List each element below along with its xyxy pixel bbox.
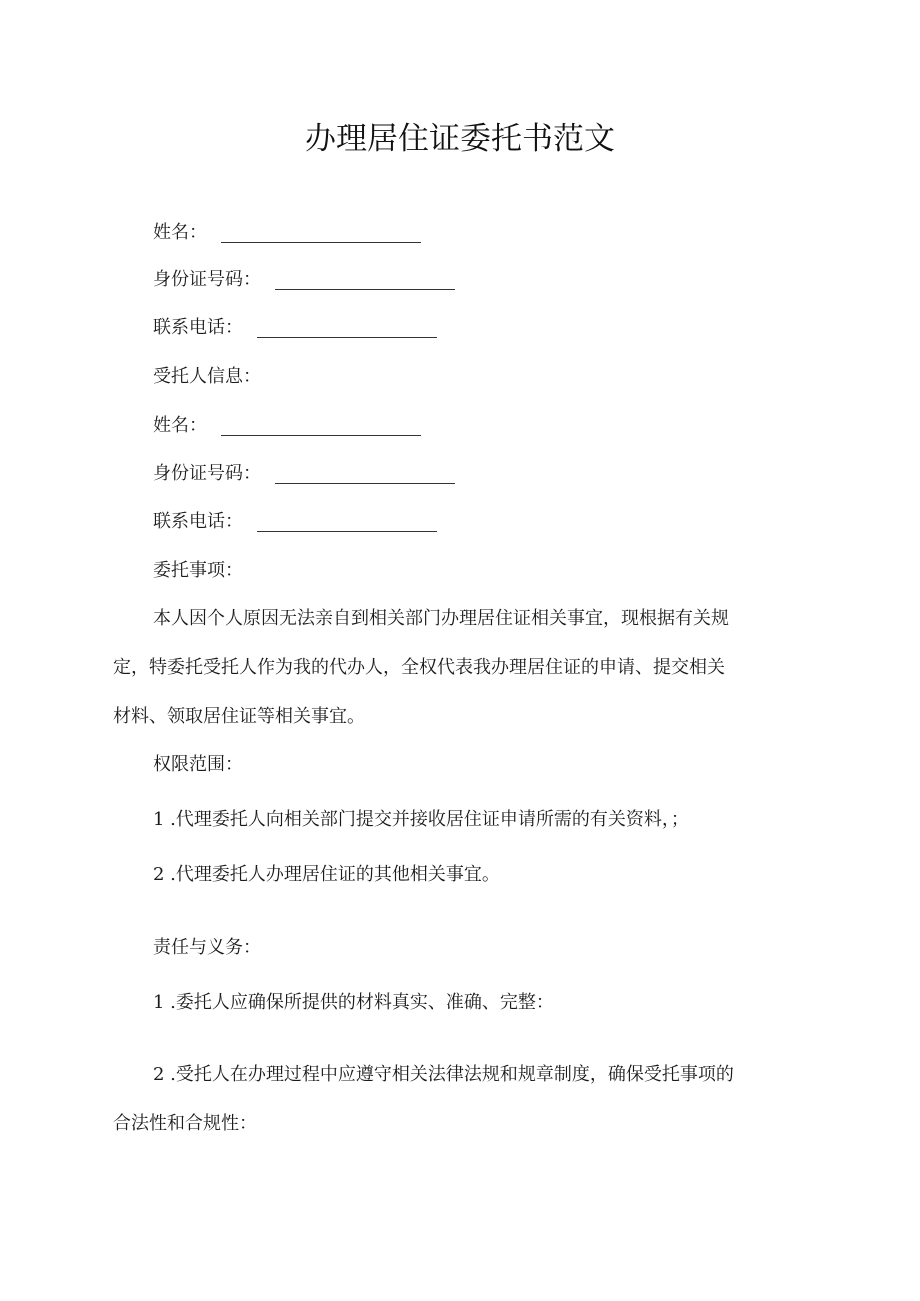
- matters-text-line2: 定，特委托受托人作为我的代办人，全权代表我办理居住证的申请、提交相关: [113, 657, 725, 678]
- duty-heading: 责任与义务：: [153, 937, 261, 958]
- principal-phone-label: 联系电话：: [153, 317, 243, 338]
- principal-name-blank[interactable]: [221, 222, 421, 243]
- principal-phone-blank[interactable]: [257, 317, 437, 338]
- duty-item-1: 1 .委托人应确保所提供的材料真实、准确、完整：: [153, 992, 554, 1013]
- principal-id-field: [153, 267, 455, 293]
- principal-id-label: 身份证号码：: [153, 269, 261, 290]
- principal-name-label: 姓名：: [153, 222, 207, 243]
- duty-item-2-line2: 合法性和合规性：: [113, 1113, 257, 1134]
- matters-text-line1: 本人因个人原因无法亲自到相关部门办理居住证相关事宜，现根据有关规: [153, 608, 729, 629]
- document-title: 办理居住证委托书范文: [305, 121, 615, 157]
- principal-id-blank[interactable]: [275, 269, 455, 290]
- duty-item-2: 2 .受托人在办理过程中应遵守相关法律法规和规章制度，确保受托事项的: [153, 1064, 734, 1085]
- agent-heading: 受托人信息：: [153, 366, 261, 387]
- agent-name-label: 姓名：: [153, 415, 207, 436]
- scope-item-2: 2 .代理委托人办理居住证的其他相关事宜。: [153, 864, 500, 885]
- scope-heading: 权限范围：: [153, 754, 243, 775]
- matters-heading: 委托事项：: [153, 560, 243, 581]
- agent-name-field: [153, 413, 421, 439]
- agent-id-label: 身份证号码：: [153, 463, 261, 484]
- principal-name-field: [153, 220, 421, 246]
- agent-name-blank[interactable]: [221, 415, 421, 436]
- principal-phone-field: [153, 315, 437, 341]
- agent-id-blank[interactable]: [275, 463, 455, 484]
- agent-phone-field: [153, 509, 437, 535]
- agent-phone-blank[interactable]: [257, 511, 437, 532]
- matters-text-line3: 材料、领取居住证等相关事宜。: [113, 706, 365, 727]
- agent-phone-label: 联系电话：: [153, 511, 243, 532]
- scope-item-1: 1 .代理委托人向相关部门提交并接收居住证申请所需的有关资料，；: [153, 809, 689, 830]
- agent-id-field: [153, 461, 455, 487]
